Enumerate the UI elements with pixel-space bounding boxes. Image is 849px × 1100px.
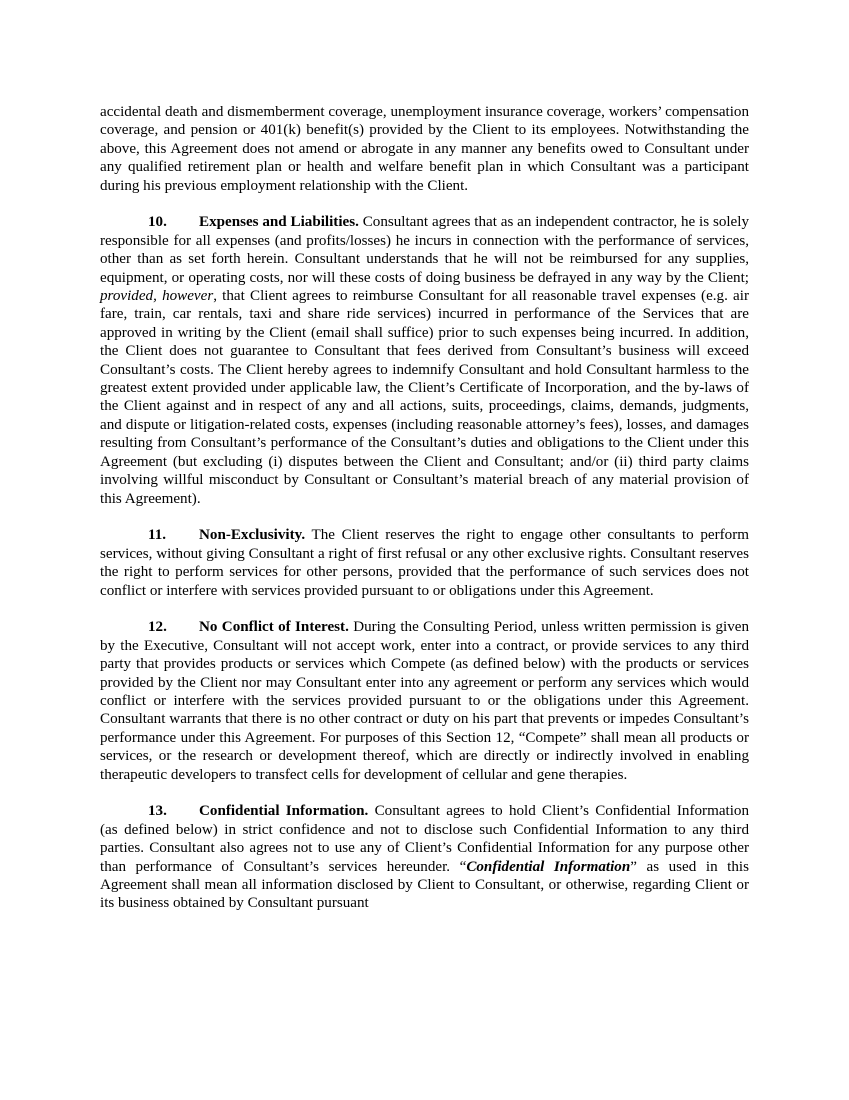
section-10-italic: provided, however: [100, 288, 214, 305]
intro-paragraph: [100, 103, 749, 195]
section-13: [100, 802, 749, 912]
section-12-number: 12.: [148, 619, 167, 636]
section-11-heading: Non-Exclusivity.: [199, 527, 306, 544]
section-13-number: 13.: [148, 803, 167, 820]
section-10-text-a: Consultant agrees that as an independent contractor, he is solely responsible for all expenses (and profits/losses) he incurs in connection with the performance of services, other than as set forth herein. Consultant understands that he will not be reimbursed for any supplies, equipment, or operating costs, nor will these costs of doing business be defrayed in any way by the Client;: [100, 214, 749, 286]
section-13-heading: Confidential Information.: [199, 803, 369, 820]
intro-text: accidental death and dismemberment coverage, unemployment insurance coverage, workers’ compensation coverage, and pension or 401(k) benefit(s) provided by the Client to its employees. Notwithstanding the above, this Agreement does not amend or abrogate in any manner any benefits owed to Consultant under any qualified retirement plan or health and welfare benefit plan in which Consultant was a participant during his previous employment relationship with the Client.: [100, 104, 749, 194]
section-13-text-b: ” as used in this Agreement shall mean all information disclosed by Client to Consultant, or otherwise, regarding Client or its business obtained by Consultant pursuant: [100, 858, 749, 912]
section-13-text-a: Consultant agrees to hold Client’s Confidential Information (as defined below) in strict confidence and not to disclose such Confidential Information to any third parties. Consultant also agrees not to use any of Client’s Confidential Information for any purpose other than performance of Consultant’s services hereunder. “: [100, 803, 749, 875]
section-11-text: The Client reserves the right to engage other consultants to perform services, without giving Consultant a right of first refusal or any other exclusive rights. Consultant reserves the right to perform services for other persons, provided that the performance of such services does not conflict or interfere with services provided pursuant to or obligations under this Agreement.: [100, 527, 749, 599]
section-10-heading: Expenses and Liabilities.: [199, 214, 359, 231]
section-11-number: 11.: [148, 527, 167, 544]
section-10-text-b: , that Client agrees to reimburse Consultant for all reasonable travel expenses (e.g. air fare, train, car rentals, taxi and share ride services) incurred in performance of the Services that are approved in writing by the Client (email shall suffice) prior to such expenses being incurred. In addition, the Client does not guarantee to Consultant that fees derived from Consultant’s business will exceed Consultant’s costs. The Client hereby agrees to indemnify Consultant and hold Consultant harmless to the greatest extent provided under applicable law, the Client’s Certificate of Incorporation, and the by-laws of the Client against and in respect of any and all actions, suits, proceedings, claims, demands, judgments, and dispute or litigation-related costs, expenses (including reasonable attorney’s fees), losses, and damages resulting from Consultant’s performance of the Consultant’s duties and obligations to the Client under this Agreement (but excluding (i) disputes between the Client and Consultant; and/or (ii) third party claims involving willful misconduct by Consultant or Consultant’s material breach of any material provision of this Agreement).: [100, 288, 749, 507]
section-10: [100, 213, 749, 508]
section-10-number: 10.: [148, 214, 167, 231]
section-12-heading: No Conflict of Interest.: [199, 619, 349, 636]
section-13-defined-term: Confidential Information: [466, 858, 631, 875]
section-12-text: During the Consulting Period, unless written permission is given by the Executive, Consultant will not accept work, enter into a contract, or provide services to any third party that provides products or services which Compete (as defined below) with the products or services provided by the Client nor may Consultant enter into any agreement or perform any services which would conflict or interfere with the services provided pursuant to or the obligations under this Agreement. Consultant warrants that there is no other contract or duty on his part that prevents or impedes Consultant’s performance under this Agreement. For purposes of this Section 12, “Compete” shall mean all products or services, or the research or development thereof, which are directly or indirectly involved in enabling therapeutic developers to transfect cells for development of cellular and gene therapies.: [100, 619, 749, 783]
section-12: [100, 618, 749, 784]
section-11: [100, 526, 749, 600]
